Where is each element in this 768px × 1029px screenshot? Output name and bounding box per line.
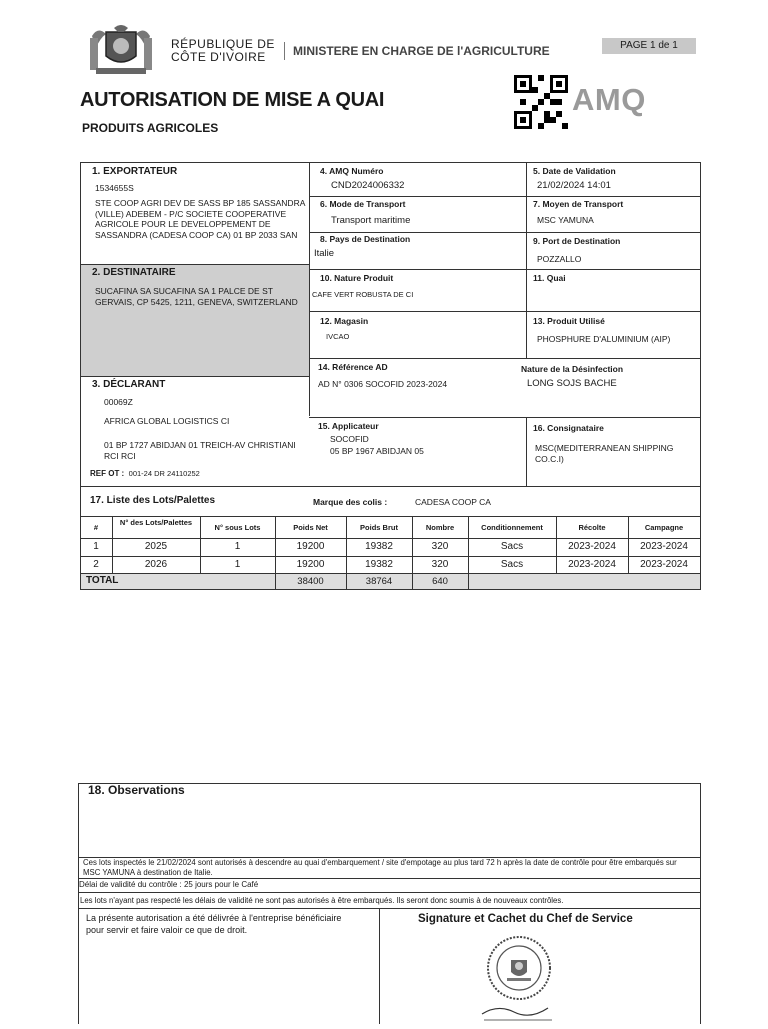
- document-subtitle: PRODUITS AGRICOLES: [82, 121, 219, 135]
- applicateur-label: 15. Applicateur: [318, 421, 379, 431]
- lots-header-sub-lots: N° sous Lots: [214, 523, 261, 532]
- exportateur-label: 1. EXPORTATEUR: [92, 166, 178, 177]
- lots-header-campaign: Campagne: [644, 523, 684, 532]
- exportateur-address: STE COOP AGRI DEV DE SASS BP 185 SASSANDRA (VILLE) ADEBEM - P/C SOCIETE COOPERATIVE AGRICOLE POUR LE DEVELOPPEMENT DE SASSANDRA (CADESA COOP CA) 01 BP 2033 SAN: [95, 198, 305, 240]
- destinataire-shade: [80, 264, 309, 376]
- transport-means-label: 7. Moyen de Transport: [533, 199, 624, 209]
- coat-of-arms-logo: [84, 22, 158, 80]
- disinfection-value: LONG SOJS BACHE: [527, 378, 617, 389]
- validation-date-value: 21/02/2024 14:01: [537, 180, 611, 191]
- ref-ad-label: 14. Référence AD: [318, 362, 388, 372]
- applicateur-name: SOCOFID: [330, 434, 369, 444]
- lots-header-packaging: Conditionnement: [481, 523, 543, 532]
- destinataire-label: 2. DESTINATAIRE: [92, 267, 176, 278]
- destination-port-label: 9. Port de Destination: [533, 236, 621, 246]
- destination-country-value: Italie: [314, 248, 335, 259]
- product-used-value: PHOSPHURE D'ALUMINIUM (AIP): [537, 334, 671, 344]
- product-nature-label: 10. Nature Produit: [320, 273, 394, 283]
- amq-logo-text: AMQ: [572, 82, 646, 117]
- transport-mode-label: 6. Mode de Transport: [320, 199, 406, 209]
- transport-mode-value: Transport maritime: [331, 215, 411, 226]
- amq-number-value: CND2024006332: [331, 180, 405, 191]
- consignataire-label: 16. Consignataire: [533, 423, 604, 433]
- ref-ad-value: AD N° 0306 SOCOFID 2023-2024: [318, 379, 448, 389]
- lots-header-gross-weight: Poids Brut: [360, 523, 398, 532]
- observations-line2: Délai de validité du contrôle : 25 jours pour le Café: [79, 880, 259, 889]
- marque-label: Marque des colis :: [313, 497, 388, 507]
- observations-line1: Ces lots inspectés le 21/02/2024 sont autorisés à descendre au quai d'embarquement / site d'empotage au plus tard 72 h après la date de contrôle pour être embarqués sur MSC YAMUNA à destination de Italie.: [83, 858, 677, 877]
- product-nature-value: CAFE VERT ROBUSTA DE CI: [312, 290, 414, 299]
- applicateur-address: 05 BP 1967 ABIDJAN 05: [330, 446, 424, 456]
- exportateur-code: 1534655S: [95, 183, 134, 193]
- country-name: RÉPUBLIQUE DE CÔTE D'IVOIRE: [171, 37, 275, 64]
- destinataire-value: SUCAFINA SA SUCAFINA SA 1 PALCE DE ST GERVAIS, CP 5425, 1211, GENEVA, SWITZERLAND: [95, 286, 298, 307]
- declarant-address: 01 BP 1727 ABIDJAN 01 TREICH-AV CHRISTIANI RCI RCI: [104, 440, 296, 461]
- destination-country-label: 8. Pays de Destination: [320, 234, 411, 244]
- disinfection-label: Nature de la Désinfection: [521, 364, 624, 374]
- lots-header-index: #: [93, 523, 99, 532]
- document-title: AUTORISATION DE MISE A QUAI: [80, 89, 385, 111]
- signature-label: Signature et Cachet du Chef de Service: [418, 913, 633, 925]
- delivery-note: La présente autorisation a été délivrée à l'entreprise bénéficiaire pour servir et faire valoir ce que de droit.: [86, 913, 342, 935]
- validation-date-label: 5. Date de Validation: [533, 166, 616, 176]
- magasin-value: IVCAO: [326, 332, 350, 341]
- ref-ot: REF OT : 001-24 DR 24110252: [90, 469, 200, 478]
- declarant-code: 00069Z: [104, 397, 133, 407]
- declarant-label: 3. DÉCLARANT: [92, 379, 166, 390]
- quai-label: 11. Quai: [533, 273, 566, 283]
- declarant-name: AFRICA GLOBAL LOGISTICS CI: [104, 416, 230, 426]
- observations-line3: Les lots n'ayant pas respecté les délais de validité ne sont pas autorisés à être embarqués. Ils seront donc soumis à de nouveaux contrôles.: [80, 896, 564, 905]
- lots-header-net-weight: Poids Net: [293, 523, 328, 532]
- ministry-name: MINISTERE EN CHARGE DE l'AGRICULTURE: [293, 44, 550, 58]
- qr-code-icon: [514, 75, 568, 129]
- lots-header-count: Nombre: [425, 523, 455, 532]
- observations-label: 18. Observations: [88, 783, 185, 797]
- lots-header-harvest: Récolte: [578, 523, 606, 532]
- consignataire-value: MSC(MEDITERRANEAN SHIPPING CO.C.I): [535, 443, 674, 464]
- amq-number-label: 4. AMQ Numéro: [320, 166, 384, 176]
- official-stamp-icon: [485, 934, 553, 1002]
- page-indicator: PAGE 1 de 1: [602, 38, 696, 54]
- lots-header-lot-number: N° des Lots/Palettes: [119, 518, 193, 527]
- marque-value: CADESA COOP CA: [415, 497, 491, 507]
- product-used-label: 13. Produit Utilisé: [533, 316, 605, 326]
- header-divider: [284, 42, 285, 60]
- transport-means-value: MSC YAMUNA: [537, 215, 594, 225]
- lots-title: 17. Liste des Lots/Palettes: [90, 495, 216, 506]
- destination-port-value: POZZALLO: [537, 254, 582, 264]
- magasin-label: 12. Magasin: [320, 316, 369, 326]
- signature-scribble-icon: [478, 1000, 558, 1024]
